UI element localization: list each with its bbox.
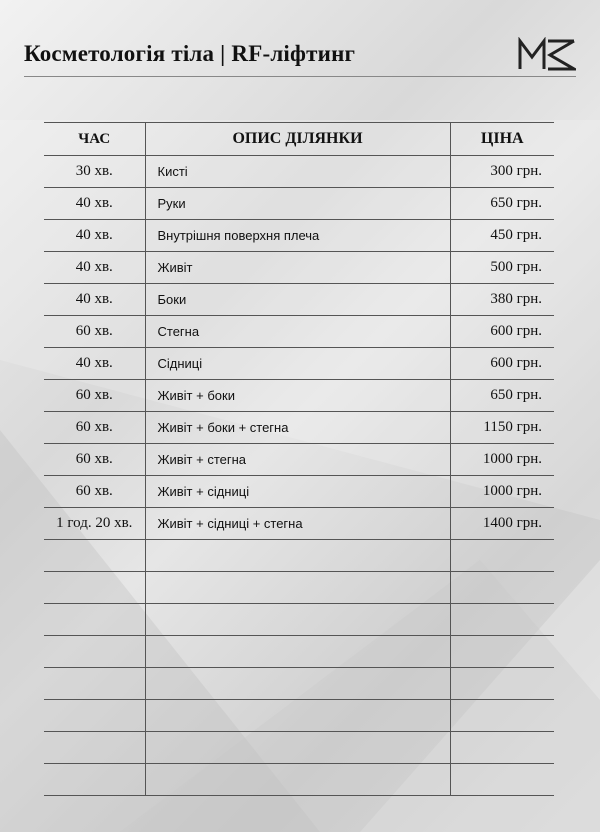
empty-cell <box>145 668 450 700</box>
empty-cell <box>450 764 554 796</box>
empty-table-row <box>44 636 554 668</box>
empty-cell <box>450 636 554 668</box>
price-cell: 500 грн. <box>450 252 554 284</box>
description-cell: Стегна <box>145 316 450 348</box>
empty-cell <box>145 604 450 636</box>
empty-cell <box>44 572 145 604</box>
empty-table-row <box>44 732 554 764</box>
time-cell: 40 хв. <box>44 284 145 316</box>
column-header-time: ЧАС <box>44 123 145 156</box>
price-cell: 650 грн. <box>450 380 554 412</box>
table-row <box>44 284 554 316</box>
time-cell: 40 хв. <box>44 348 145 380</box>
empty-table-row <box>44 700 554 732</box>
price-table <box>44 122 554 796</box>
description-cell: Боки <box>145 284 450 316</box>
table-row <box>44 380 554 412</box>
empty-cell <box>44 700 145 732</box>
description-cell: Живіт + стегна <box>145 444 450 476</box>
ms-logo <box>518 37 576 71</box>
description-cell: Живіт <box>145 252 450 284</box>
empty-cell <box>145 636 450 668</box>
table-row <box>44 508 554 540</box>
table-row <box>44 444 554 476</box>
empty-cell <box>450 732 554 764</box>
time-cell: 1 год. 20 хв. <box>44 508 145 540</box>
empty-cell <box>44 668 145 700</box>
table-row <box>44 412 554 444</box>
price-cell: 600 грн. <box>450 348 554 380</box>
price-cell: 380 грн. <box>450 284 554 316</box>
empty-cell <box>145 732 450 764</box>
description-cell: Кисті <box>145 156 450 188</box>
price-cell: 1000 грн. <box>450 476 554 508</box>
description-cell: Руки <box>145 188 450 220</box>
price-cell: 650 грн. <box>450 188 554 220</box>
table-row <box>44 188 554 220</box>
empty-cell <box>145 700 450 732</box>
time-cell: 30 хв. <box>44 156 145 188</box>
price-cell: 300 грн. <box>450 156 554 188</box>
page-title: Косметологія тіла | RF-ліфтинг <box>24 41 356 66</box>
table-row <box>44 316 554 348</box>
table-row <box>44 476 554 508</box>
empty-cell <box>44 636 145 668</box>
column-header-price: ЦІНА <box>450 123 554 156</box>
description-cell: Сідниці <box>145 348 450 380</box>
table-row <box>44 220 554 252</box>
time-cell: 60 хв. <box>44 412 145 444</box>
time-cell: 40 хв. <box>44 188 145 220</box>
empty-cell <box>44 540 145 572</box>
price-cell: 1150 грн. <box>450 412 554 444</box>
empty-table-row <box>44 604 554 636</box>
empty-cell <box>145 540 450 572</box>
empty-cell <box>145 764 450 796</box>
time-cell: 40 хв. <box>44 220 145 252</box>
price-cell: 600 грн. <box>450 316 554 348</box>
table-header-row <box>44 123 554 156</box>
time-cell: 60 хв. <box>44 380 145 412</box>
empty-cell <box>44 604 145 636</box>
column-header-description: ОПИС ДІЛЯНКИ <box>145 123 450 156</box>
time-cell: 60 хв. <box>44 316 145 348</box>
price-cell: 1000 грн. <box>450 444 554 476</box>
table-row <box>44 348 554 380</box>
empty-table-row <box>44 572 554 604</box>
empty-table-row <box>44 540 554 572</box>
empty-table-row <box>44 764 554 796</box>
empty-table-row <box>44 668 554 700</box>
empty-cell <box>145 572 450 604</box>
description-cell: Живіт + боки + стегна <box>145 412 450 444</box>
empty-cell <box>450 700 554 732</box>
description-cell: Живіт + сідниці + стегна <box>145 508 450 540</box>
price-cell: 450 грн. <box>450 220 554 252</box>
description-cell: Живіт + боки <box>145 380 450 412</box>
time-cell: 40 хв. <box>44 252 145 284</box>
empty-cell <box>44 732 145 764</box>
price-cell: 1400 грн. <box>450 508 554 540</box>
table-row <box>44 156 554 188</box>
empty-cell <box>450 604 554 636</box>
description-cell: Внутрішня поверхня плеча <box>145 220 450 252</box>
table-row <box>44 252 554 284</box>
time-cell: 60 хв. <box>44 476 145 508</box>
description-cell: Живіт + сідниці <box>145 476 450 508</box>
header-divider <box>24 76 576 77</box>
page-header <box>24 34 576 74</box>
empty-cell <box>44 764 145 796</box>
empty-cell <box>450 540 554 572</box>
empty-cell <box>450 668 554 700</box>
empty-cell <box>450 572 554 604</box>
time-cell: 60 хв. <box>44 444 145 476</box>
